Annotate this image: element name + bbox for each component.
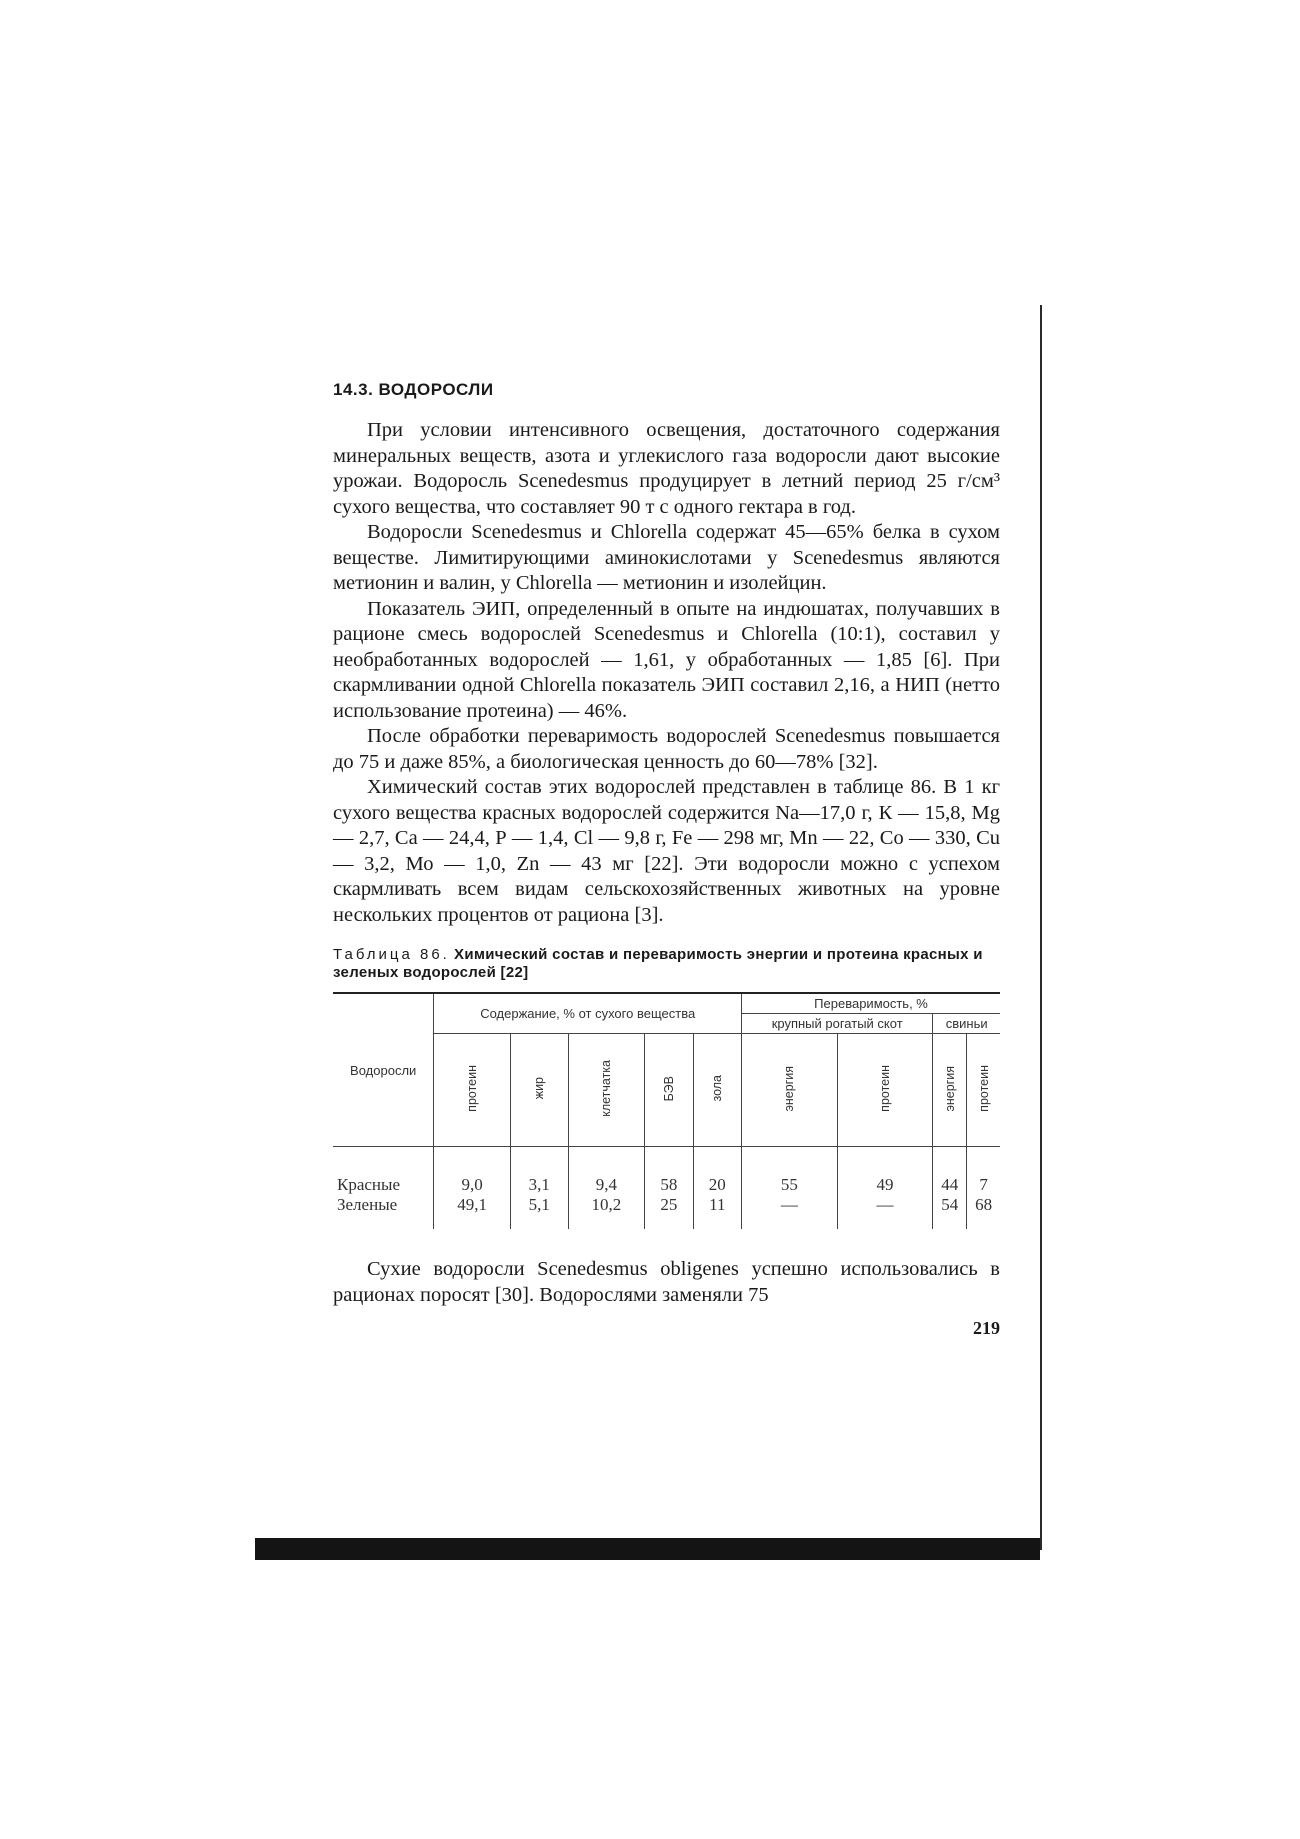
table-cell: 49 xyxy=(837,1147,933,1196)
table-cell: 58 xyxy=(645,1147,693,1196)
header-cattle: крупный рогатый скот xyxy=(742,1014,933,1034)
closing-paragraph: Сухие водоросли Scenedesmus obligenes успешно использовались в рационах поросят [30]. Водорослями заменяли 75 xyxy=(333,1258,1000,1306)
header-col-protein: протеин xyxy=(434,1034,511,1147)
header-col-pigs-energy: энергия xyxy=(933,1034,967,1147)
row-name: Красные xyxy=(333,1147,434,1196)
table-cell: 44 xyxy=(933,1147,967,1196)
table-cell: 25 xyxy=(645,1195,693,1229)
header-col-fiber: клетчатка xyxy=(568,1034,645,1147)
table-row xyxy=(333,1195,1000,1229)
table-cell: 68 xyxy=(967,1195,1000,1229)
header-col-ash: зола xyxy=(693,1034,742,1147)
table-caption-text: Химический состав и переваримость энергии и протеина красных и зеленых водорослей [22] xyxy=(333,946,983,981)
header-pigs: свиньи xyxy=(933,1014,1000,1034)
paragraph-2: Водоросли Scenedesmus и Chlorella содержат 45—65% белка в сухом веществе. Лимитирующими аминокислотами у Scenedesmus являются метионин и валин, у Chlorella — метионин и изолейцин. xyxy=(333,521,1000,594)
table-row xyxy=(333,1147,1000,1196)
page-edge-rule xyxy=(1040,305,1042,1550)
table-cell: 9,0 xyxy=(434,1147,511,1196)
composition-table xyxy=(333,992,1000,1229)
table-cell: 3,1 xyxy=(510,1147,568,1196)
table-caption xyxy=(333,946,1000,982)
table-caption-label: Таблица 86. xyxy=(333,946,450,963)
header-col-bev: БЭВ xyxy=(645,1034,693,1147)
table-cell: 49,1 xyxy=(434,1195,511,1229)
table-cell: 20 xyxy=(693,1147,742,1196)
page-number: 219 xyxy=(973,1318,1000,1338)
header-col-cattle-protein: протеин xyxy=(837,1034,933,1147)
header-col-cattle-energy: энергия xyxy=(742,1034,838,1147)
table-cell: — xyxy=(837,1195,933,1229)
paragraph-3: Показатель ЭИП, определенный в опыте на индюшатах, получавших в рационе смесь водорослей Scenedesmus и Chlorella (10:1), составил у необработанных водорослей — 1,61, у обработанных — 1,85 [6]. При скармливании одной Chlorella показатель ЭИП составил 2,16, а НИП (нетто использование протеина) — 46%. xyxy=(333,597,1000,722)
section-heading: 14.3. ВОДОРОСЛИ xyxy=(333,380,494,399)
table-cell: 10,2 xyxy=(568,1195,645,1229)
header-digest-group: Переваримость, % xyxy=(742,993,1000,1014)
table-cell: — xyxy=(742,1195,838,1229)
paragraph-1: При условии интенсивного освещения, достаточного содержания минеральных веществ, азота и углекислого газа водоросли дают высокие урожаи. Водоросль Scenedesmus продуцирует в летний период 25 г/см³ сухого вещества, что составляет 90 т с одного гектара в год. xyxy=(333,419,1000,518)
row-name: Зеленые xyxy=(333,1195,434,1229)
table-cell: 11 xyxy=(693,1195,742,1229)
table-cell: 55 xyxy=(742,1147,838,1196)
paragraph-4: После обработки переваримость водорослей Scenedesmus повышается до 75 и даже 85%, а биологическая ценность до 60—78% [32]. xyxy=(333,725,1000,773)
table-cell: 9,4 xyxy=(568,1147,645,1196)
header-row-label: Водоросли xyxy=(333,993,434,1147)
header-col-pigs-protein: протеин xyxy=(967,1034,1000,1147)
paragraph-5: Химический состав этих водорослей представлен в таблице 86. В 1 кг сухого вещества красных водорослей содержится Na—17,0 г, К — 15,8, Mg — 2,7, Са — 24,4, Р — 1,4, Cl — 9,8 г, Fe — 298 мг, Mn — 22, Со — 330, Cu — 3,2, Мо — 1,0, Zn — 43 мг [22]. Эти водоросли можно с успехом скармливать всем видам сельскохозяйственных животных на уровне нескольких процентов от рациона [3]. xyxy=(333,776,1000,926)
table-cell: 5,1 xyxy=(510,1195,568,1229)
table-cell: 54 xyxy=(933,1195,967,1229)
header-col-fat: жир xyxy=(510,1034,568,1147)
book-page xyxy=(333,380,1000,1339)
page-bottom-shadow xyxy=(255,1538,1040,1560)
table-cell: 7 xyxy=(967,1147,1000,1196)
header-content-group: Содержание, % от сухого вещества xyxy=(434,993,742,1034)
